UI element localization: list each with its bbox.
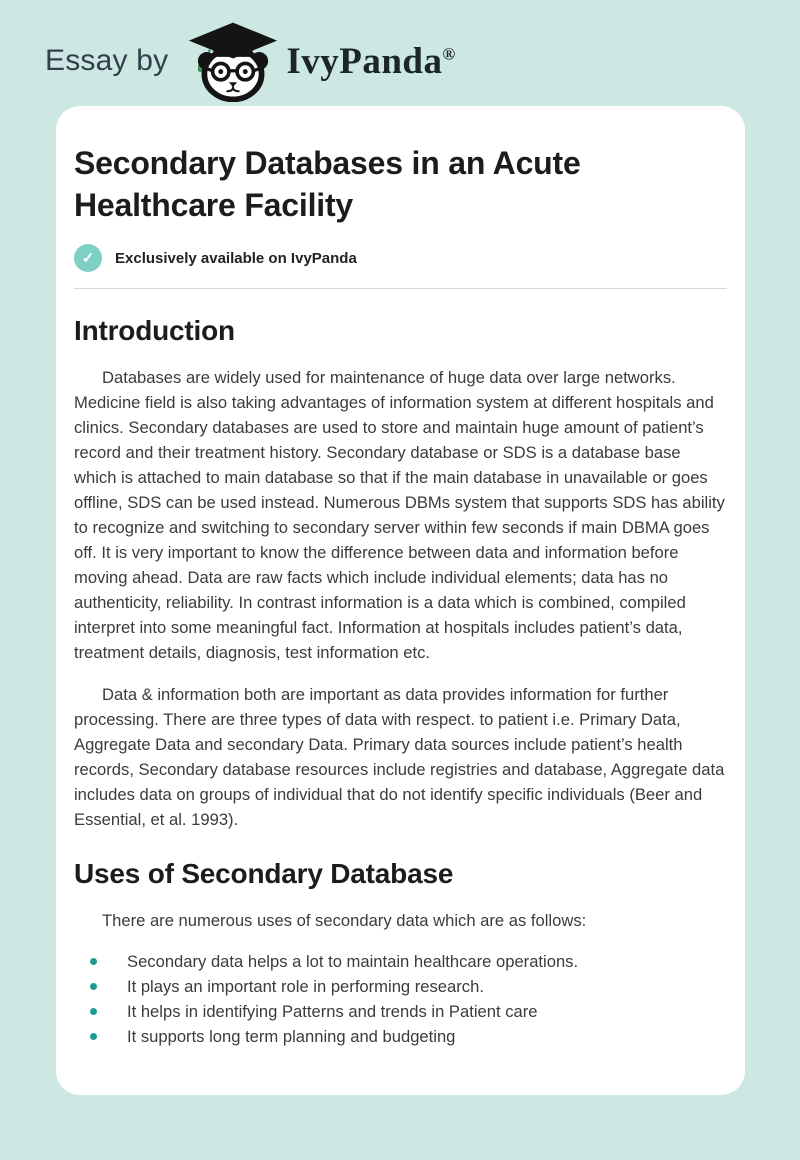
- brand-text: IvyPanda: [286, 40, 443, 82]
- uses-heading: Uses of Secondary Database: [74, 858, 454, 889]
- list-item: Secondary data helps a lot to maintain healthcare operations.: [74, 949, 727, 974]
- essay-card: [56, 106, 745, 1095]
- introduction-paragraph-1: Databases are widely used for maintenance of huge data over large networks. Medicine field is also taking advantages of information system at different hospitals and clinics. Secondary databases are used to store and maintain huge amount of patient’s record and their treatment history. Secondary database or SDS is a database base which is attached to main database so that if the main database in unavailable or goes offline, SDS can be used instead. Numerous DBMs system that supports SDS has ability to recognize and switching to secondary server within few seconds if main DBMA goes off. It is very important to know the difference between data and information before moving ahead. Data are raw facts which include individual elements; data has no authenticity, reliability. In contrast information is a data which is combined, compiled interpret into some meaningful fact. Information at hospitals includes patient’s data, treatment details, diagnosis, test information etc.: [74, 368, 725, 662]
- uses-list: [74, 949, 727, 1049]
- list-item: It supports long term planning and budgeting: [74, 1024, 727, 1049]
- registered-mark: ®: [442, 44, 456, 64]
- introduction-paragraph-2: Data & information both are important as data provides information for further processing. There are three types of data with respect. to patient i.e. Primary Data, Aggregate Data and secondary Data. Primary data sources include patient’s health records, Secondary database resources include registries and database, Aggregate data includes data on groups of individual that do not identify specific individuals (Beer and Essential, et al. 1993).: [74, 685, 725, 829]
- introduction-heading: Introduction: [74, 315, 235, 346]
- exclusive-badge: [74, 244, 727, 272]
- check-icon: ✓: [74, 244, 102, 272]
- essay-by-label: Essay by: [45, 44, 169, 77]
- site-header: [0, 0, 800, 96]
- brand-wordmark[interactable]: [286, 40, 455, 83]
- ivypanda-logo[interactable]: [184, 20, 282, 102]
- divider: [74, 288, 727, 289]
- exclusive-badge-label: Exclusively available on IvyPanda: [115, 249, 357, 267]
- list-item: It plays an important role in performing research.: [74, 974, 727, 999]
- page-title: Secondary Databases in an Acute Healthcare Facility: [74, 145, 581, 223]
- list-item: It helps in identifying Patterns and trends in Patient care: [74, 999, 727, 1024]
- uses-lead-paragraph: There are numerous uses of secondary data which are as follows:: [102, 911, 587, 930]
- panda-graduate-icon: [184, 20, 282, 102]
